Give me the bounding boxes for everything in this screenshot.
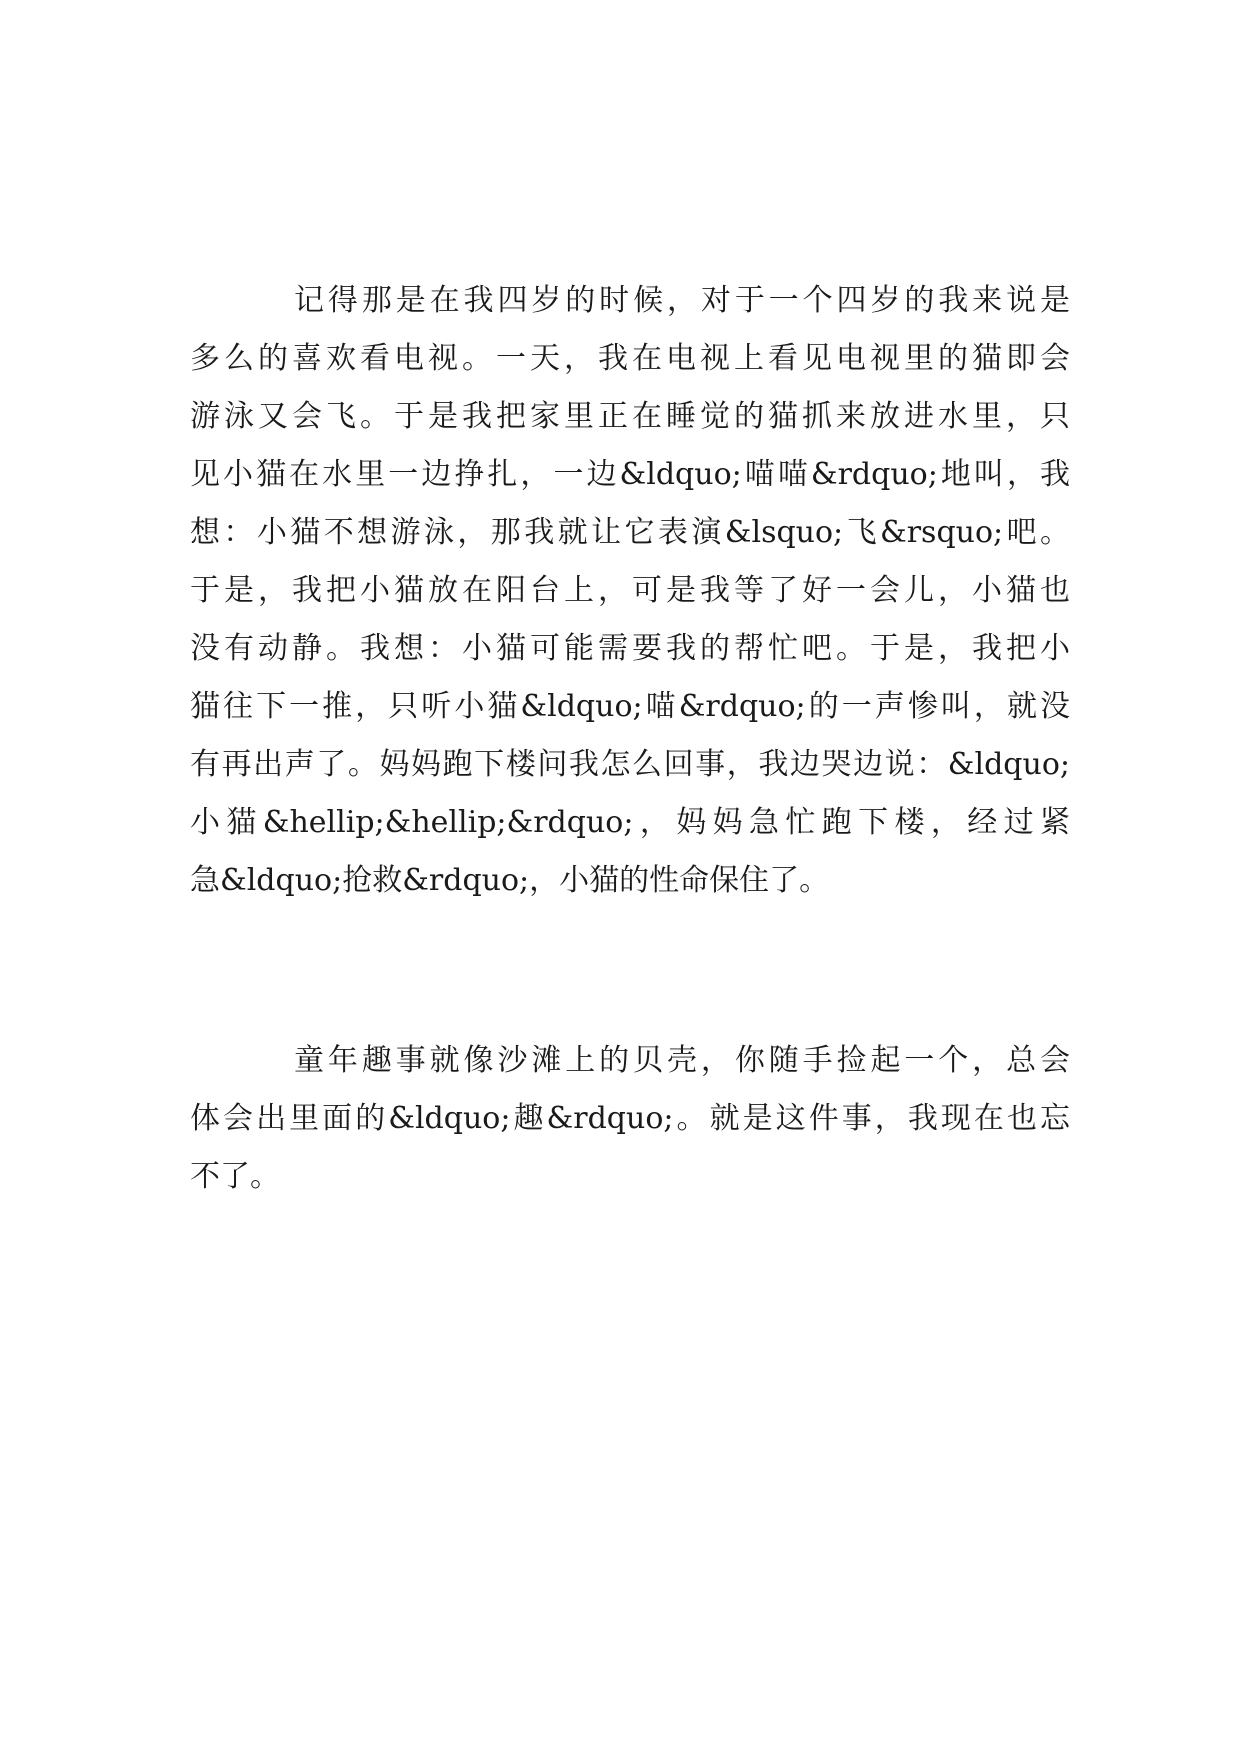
text-line: 童年趣事就像沙滩上的贝壳，你随手捡起一个，总会 bbox=[294, 1043, 1070, 1078]
text-line: 体会出里面的&ldquo;趣&rdquo;。就是这件事，我现在也忘 bbox=[190, 1101, 1070, 1136]
paragraph-2 bbox=[190, 1032, 1070, 1206]
text-line: 有再出声了。妈妈跑下楼问我怎么回事，我边哭边说：&ldquo; bbox=[190, 747, 1070, 782]
text-line: 没有动静。我想：小猫可能需要我的帮忙吧。于是，我把小 bbox=[190, 631, 1070, 666]
text-line: 多么的喜欢看电视。一天，我在电视上看见电视里的猫即会 bbox=[190, 341, 1070, 376]
text-line: 急&ldquo;抢救&rdquo;，小猫的性命保住了。 bbox=[190, 863, 830, 898]
text-line: 见小猫在水里一边挣扎，一边&ldquo;喵喵&rdquo;地叫，我 bbox=[190, 457, 1070, 492]
text-line: 于是，我把小猫放在阳台上，可是我等了好一会儿，小猫也 bbox=[190, 573, 1070, 608]
text-line: 想：小猫不想游泳，那我就让它表演&lsquo;飞&rsquo;吧。 bbox=[190, 515, 1070, 550]
text-line: 小猫&hellip;&hellip;&rdquo;，妈妈急忙跑下楼，经过紧 bbox=[190, 805, 1070, 840]
paragraph-1 bbox=[190, 272, 1070, 910]
text-line: 猫往下一推，只听小猫&ldquo;喵&rdquo;的一声惨叫，就没 bbox=[190, 689, 1070, 724]
text-line: 游泳又会飞。于是我把家里正在睡觉的猫抓来放进水里，只 bbox=[190, 399, 1070, 434]
text-line: 记得那是在我四岁的时候，对于一个四岁的我来说是 bbox=[294, 283, 1070, 318]
text-line: 不了。 bbox=[190, 1159, 280, 1194]
